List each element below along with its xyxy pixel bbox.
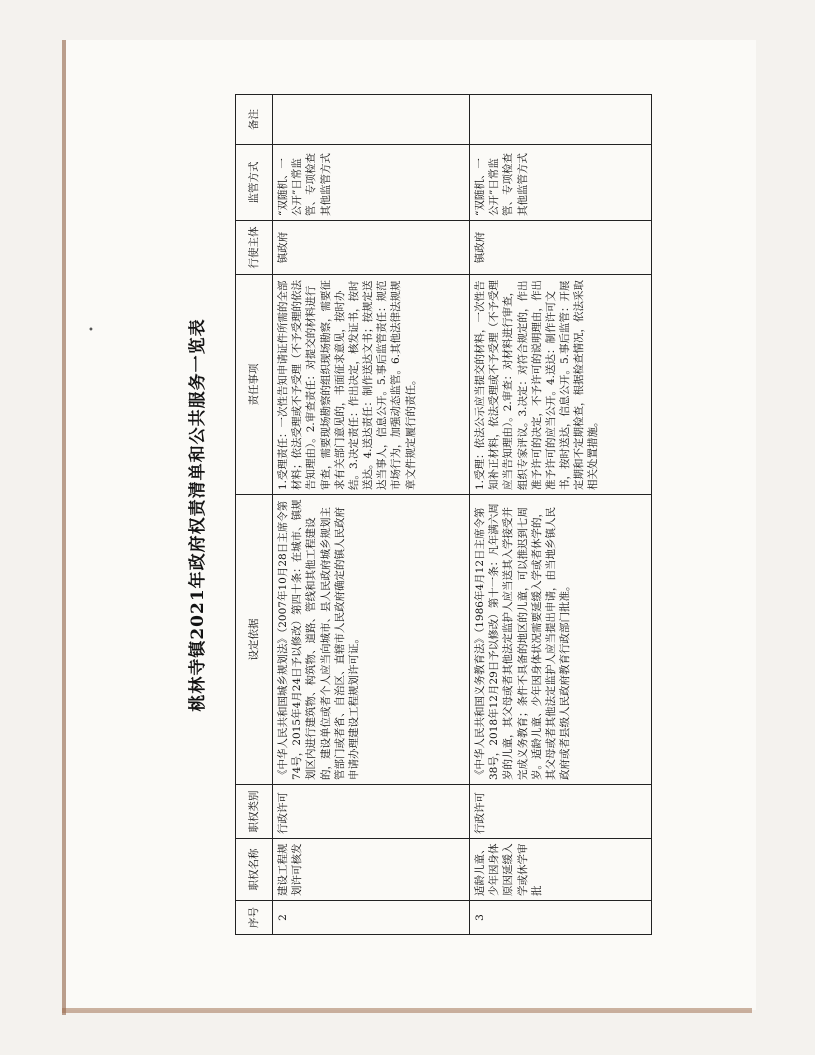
row-duties: 1.受理责任：一次性告知申请证件所需的全部材料；依法受理或不予受理（不予受理的依法告知理由）。2.审查责任：对提交的材料进行审查，需要现场勘察的组织现场勘察，需要征求有关部门意见的，书面征求意见，按时办结。3.决定责任：作出决定，核发证书，按时送达。4.送达责任：制作送达文书；按规定送达当事人，信息公开。5.事后监管责任：规范市场行为，加强动态监管。6.其他法律法规规章文件规定履行的责任。 [273, 275, 470, 495]
row-supervision: “双随机、一公开”日常监管、专项检查其他监管方式 [470, 145, 652, 221]
row-category: 行政许可 [470, 785, 652, 839]
row-name: 适龄儿童、少年因身体原因延缓入学或休学审批 [470, 839, 652, 901]
row-name: 建设工程规划许可核发 [273, 839, 470, 901]
rotated-table-sheet [188, 95, 695, 935]
table-row [470, 95, 652, 935]
margin-mark: • [88, 325, 94, 336]
row-supervision: “双随机、一公开”日常监管、专项检查其他监管方式 [273, 145, 470, 221]
header-category: 职权类别 [236, 785, 273, 839]
row-subject: 镇政府 [470, 221, 652, 275]
header-supervision: 监管方式 [236, 145, 273, 221]
header-remarks: 备注 [236, 95, 273, 145]
row-duties: 1.受理：依法公示应当提交的材料，一次性告知补正材料，依法受理或不予受理（不予受理应当告知理由）。2.审查：对材料进行审查，组织专家评议。3.决定：对符合规定的，作出准予许可的决定，不予许可的说明理由，作出准予许可的应当公开。4.送达：制作许可文书，按时送达，信息公开。5.事后监管：开展定期和不定期检查，根据检查情况，依法采取相关处置措施。 [470, 275, 652, 495]
table-row [273, 95, 470, 935]
document-title: 桃林寺镇2021年政府权责清单和公共服务一览表 [188, 318, 208, 712]
table-header-row [236, 95, 273, 935]
row-subject: 镇政府 [273, 221, 470, 275]
page-edge-bottom [62, 1008, 752, 1013]
row-seq: 2 [273, 901, 470, 935]
row-basis: 《中华人民共和国城乡规划法》（2007年10月28日主席令第74号，2015年4月24日予以修改）第四十条：在城市、镇规划区内进行建筑物、构筑物、道路、管线和其他工程建设的，建设单位或者个人应当向城市、县人民政府城乡规划主管部门或者省、自治区、直辖市人民政府确定的镇人民政府申请办理建设工程规划许可证。 [273, 495, 470, 785]
row-remarks [273, 95, 470, 145]
header-name: 职权名称 [236, 839, 273, 901]
row-remarks [470, 95, 652, 145]
row-category: 行政许可 [273, 785, 470, 839]
row-basis: 《中华人民共和国义务教育法》（1986年4月12日主席令第38号，2018年12月29日予以修改）第十一条：凡年满六周岁的儿童，其父母或者其他法定监护人应当送其入学接受并完成义务教育；条件不具备的地区的儿童，可以推迟到七周岁。适龄儿童、少年因身体状况需要延缓入学或者休学的，其父母或者其他法定监护人应当提出申请，由当地乡镇人民政府或者县级人民政府教育行政部门批准。 [470, 495, 652, 785]
row-seq: 3 [470, 901, 652, 935]
header-duties: 责任事项 [236, 275, 273, 495]
duty-list-table [235, 94, 652, 935]
header-seq: 序号 [236, 901, 273, 935]
header-subject: 行使主体 [236, 221, 273, 275]
header-basis: 设定依据 [236, 495, 273, 785]
